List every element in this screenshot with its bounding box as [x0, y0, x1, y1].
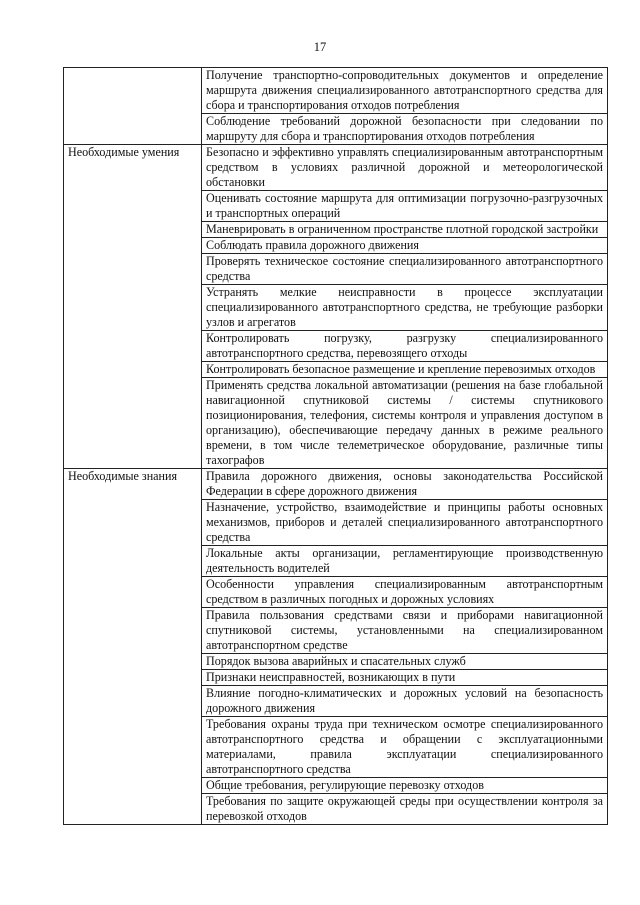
table-row: [64, 469, 608, 500]
requirement-cell: Требования охраны труда при техническом осмотре специализированного автотранспортного средства и обращении с эксплуатационными материалами, правила эксплуатации специализированного автотранспортного средства: [202, 717, 608, 778]
requirement-cell: Локальные акты организации, регламентирующие производственную деятельность водителей: [202, 546, 608, 577]
section-label: [64, 68, 202, 145]
requirement-cell: Оценивать состояние маршрута для оптимизации погрузочно-разгрузочных и транспортных операций: [202, 191, 608, 222]
requirement-cell: Применять средства локальной автоматизации (решения на базе глобальной навигационной спутниковой системы / системы спутникового позиционирования, телефония, системы контроля и управления доступом в организацию), обеспечивающие передачу данных в режиме реального времени, в том числе телеметрическое оборудование, различные типы тахографов: [202, 378, 608, 469]
requirement-cell: Контролировать погрузку, разгрузку специализированного автотранспортного средства, перевозящего отходы: [202, 331, 608, 362]
requirement-cell: Соблюдение требований дорожной безопасности при следовании по маршруту для сбора и транспортирования отходов потребления: [202, 114, 608, 145]
requirement-cell: Контролировать безопасное размещение и крепление перевозимых отходов: [202, 362, 608, 378]
requirement-cell: Влияние погодно-климатических и дорожных условий на безопасность дорожного движения: [202, 686, 608, 717]
requirement-cell: Проверять техническое состояние специализированного автотранспортного средства: [202, 254, 608, 285]
requirement-cell: Устранять мелкие неисправности в процессе эксплуатации специализированного автотранспортного средства, не требующие разборки узлов и агрегатов: [202, 285, 608, 331]
section-label: Необходимые умения: [64, 145, 202, 469]
section-label: Необходимые знания: [64, 469, 202, 825]
requirements-table: [63, 67, 608, 825]
requirement-cell: Получение транспортно-сопроводительных документов и определение маршрута движения специализированного автотранспортного средства для сбора и транспортирования отходов потребления: [202, 68, 608, 114]
requirement-cell: Порядок вызова аварийных и спасательных служб: [202, 654, 608, 670]
requirement-cell: Общие требования, регулирующие перевозку отходов: [202, 778, 608, 794]
requirement-cell: Назначение, устройство, взаимодействие и принципы работы основных механизмов, приборов и деталей специализированного автотранспортного средства: [202, 500, 608, 546]
requirement-cell: Правила дорожного движения, основы законодательства Российской Федерации в сфере дорожного движения: [202, 469, 608, 500]
requirement-cell: Признаки неисправностей, возникающих в пути: [202, 670, 608, 686]
requirement-cell: Маневрировать в ограниченном пространстве плотной городской застройки: [202, 222, 608, 238]
requirement-cell: Требования по защите окружающей среды при осуществлении контроля за перевозкой отходов: [202, 794, 608, 825]
table-row: [64, 145, 608, 191]
requirement-cell: Правила пользования средствами связи и приборами навигационной спутниковой системы, установленными на специализированном автотранспортном средстве: [202, 608, 608, 654]
requirement-cell: Особенности управления специализированным автотранспортным средством в различных погодных и дорожных условиях: [202, 577, 608, 608]
page-number: 17: [313, 40, 327, 54]
requirement-cell: Соблюдать правила дорожного движения: [202, 238, 608, 254]
table-row: [64, 68, 608, 114]
requirement-cell: Безопасно и эффективно управлять специализированным автотранспортным средством в условиях различной дорожной и метеорологической обстановки: [202, 145, 608, 191]
